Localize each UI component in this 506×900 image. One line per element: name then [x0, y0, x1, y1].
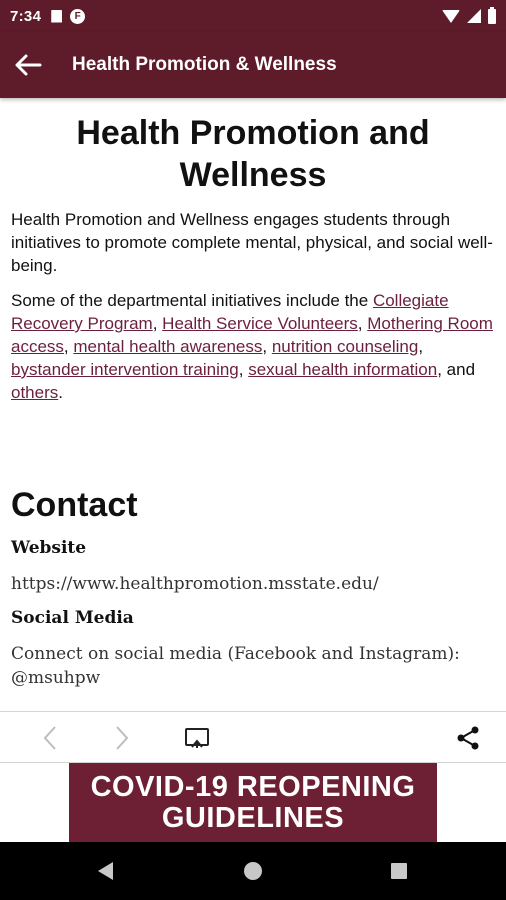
period: .: [58, 383, 63, 402]
square-recents-icon: [389, 861, 409, 881]
link-others[interactable]: others: [11, 383, 59, 402]
initiatives-paragraph: [11, 289, 495, 404]
notification-f-icon: F: [70, 9, 85, 24]
separator: ,: [238, 360, 249, 379]
sd-card-icon: [51, 10, 62, 23]
banner-line-2: GUIDELINES: [161, 801, 345, 834]
link-sexual-health[interactable]: sexual health information: [248, 360, 438, 379]
share-button[interactable]: [450, 720, 486, 756]
separator: ,: [418, 337, 424, 356]
signal-icon: [467, 9, 481, 23]
link-bystander-intervention[interactable]: bystander intervention training: [11, 360, 239, 379]
system-nav-bar: [0, 842, 506, 900]
banner-line-1: COVID-19 REOPENING: [90, 770, 416, 803]
banner-area: [0, 763, 506, 842]
back-button[interactable]: [14, 37, 70, 93]
page-title: Health Promotion and Wellness: [76, 114, 430, 194]
toolbar-title: Health Promotion & Wellness: [72, 54, 337, 75]
app-toolbar: [0, 32, 506, 98]
contact-heading: Contact: [11, 486, 138, 524]
chevron-left-icon: [42, 725, 58, 751]
separator: ,: [152, 314, 163, 333]
battery-icon: [488, 9, 496, 24]
separator: ,: [357, 314, 368, 333]
link-mothering-room[interactable]: Mothering Room access: [11, 314, 493, 356]
intro-paragraph: Health Promotion and Wellness engages students through initiatives to promote complete mental, physical, and social well-being.: [11, 210, 493, 275]
social-media-text: Connect on social media (Facebook and Instagram): @msuhpw: [11, 644, 460, 688]
initiatives-lead: Some of the departmental initiatives include the: [11, 291, 373, 310]
website-label: Website: [11, 538, 87, 558]
browser-bottom-bar: [0, 711, 506, 763]
status-bar: [0, 0, 506, 32]
browser-back-button[interactable]: [32, 720, 68, 756]
link-health-service-volunteers[interactable]: Health Service Volunteers: [162, 314, 358, 333]
covid-banner[interactable]: [69, 763, 437, 842]
link-collegiate-recovery[interactable]: Collegiate Recovery Program: [11, 291, 449, 333]
nav-home-button[interactable]: [237, 855, 269, 887]
nav-back-button[interactable]: [89, 855, 121, 887]
separator: ,: [262, 337, 272, 356]
browser-forward-button[interactable]: [104, 720, 140, 756]
arrow-back-icon: [14, 53, 42, 77]
nav-recents-button[interactable]: [383, 855, 415, 887]
separator: ,: [63, 337, 74, 356]
and-text: , and: [437, 360, 476, 379]
triangle-back-icon: [95, 860, 115, 882]
website-url[interactable]: https://www.healthpromotion.msstate.edu/: [11, 574, 379, 594]
web-content[interactable]: [0, 98, 506, 710]
share-icon: [455, 725, 481, 751]
wifi-icon: [442, 10, 460, 23]
status-time: 7:34: [10, 7, 42, 25]
chevron-right-icon: [114, 725, 130, 751]
open-in-browser-button[interactable]: [179, 720, 215, 756]
link-mental-health[interactable]: mental health awareness: [73, 337, 263, 356]
link-nutrition-counseling[interactable]: nutrition counseling: [271, 337, 419, 356]
social-media-label: Social Media: [11, 608, 134, 628]
open-in-browser-icon: [184, 726, 210, 750]
circle-home-icon: [242, 860, 264, 882]
